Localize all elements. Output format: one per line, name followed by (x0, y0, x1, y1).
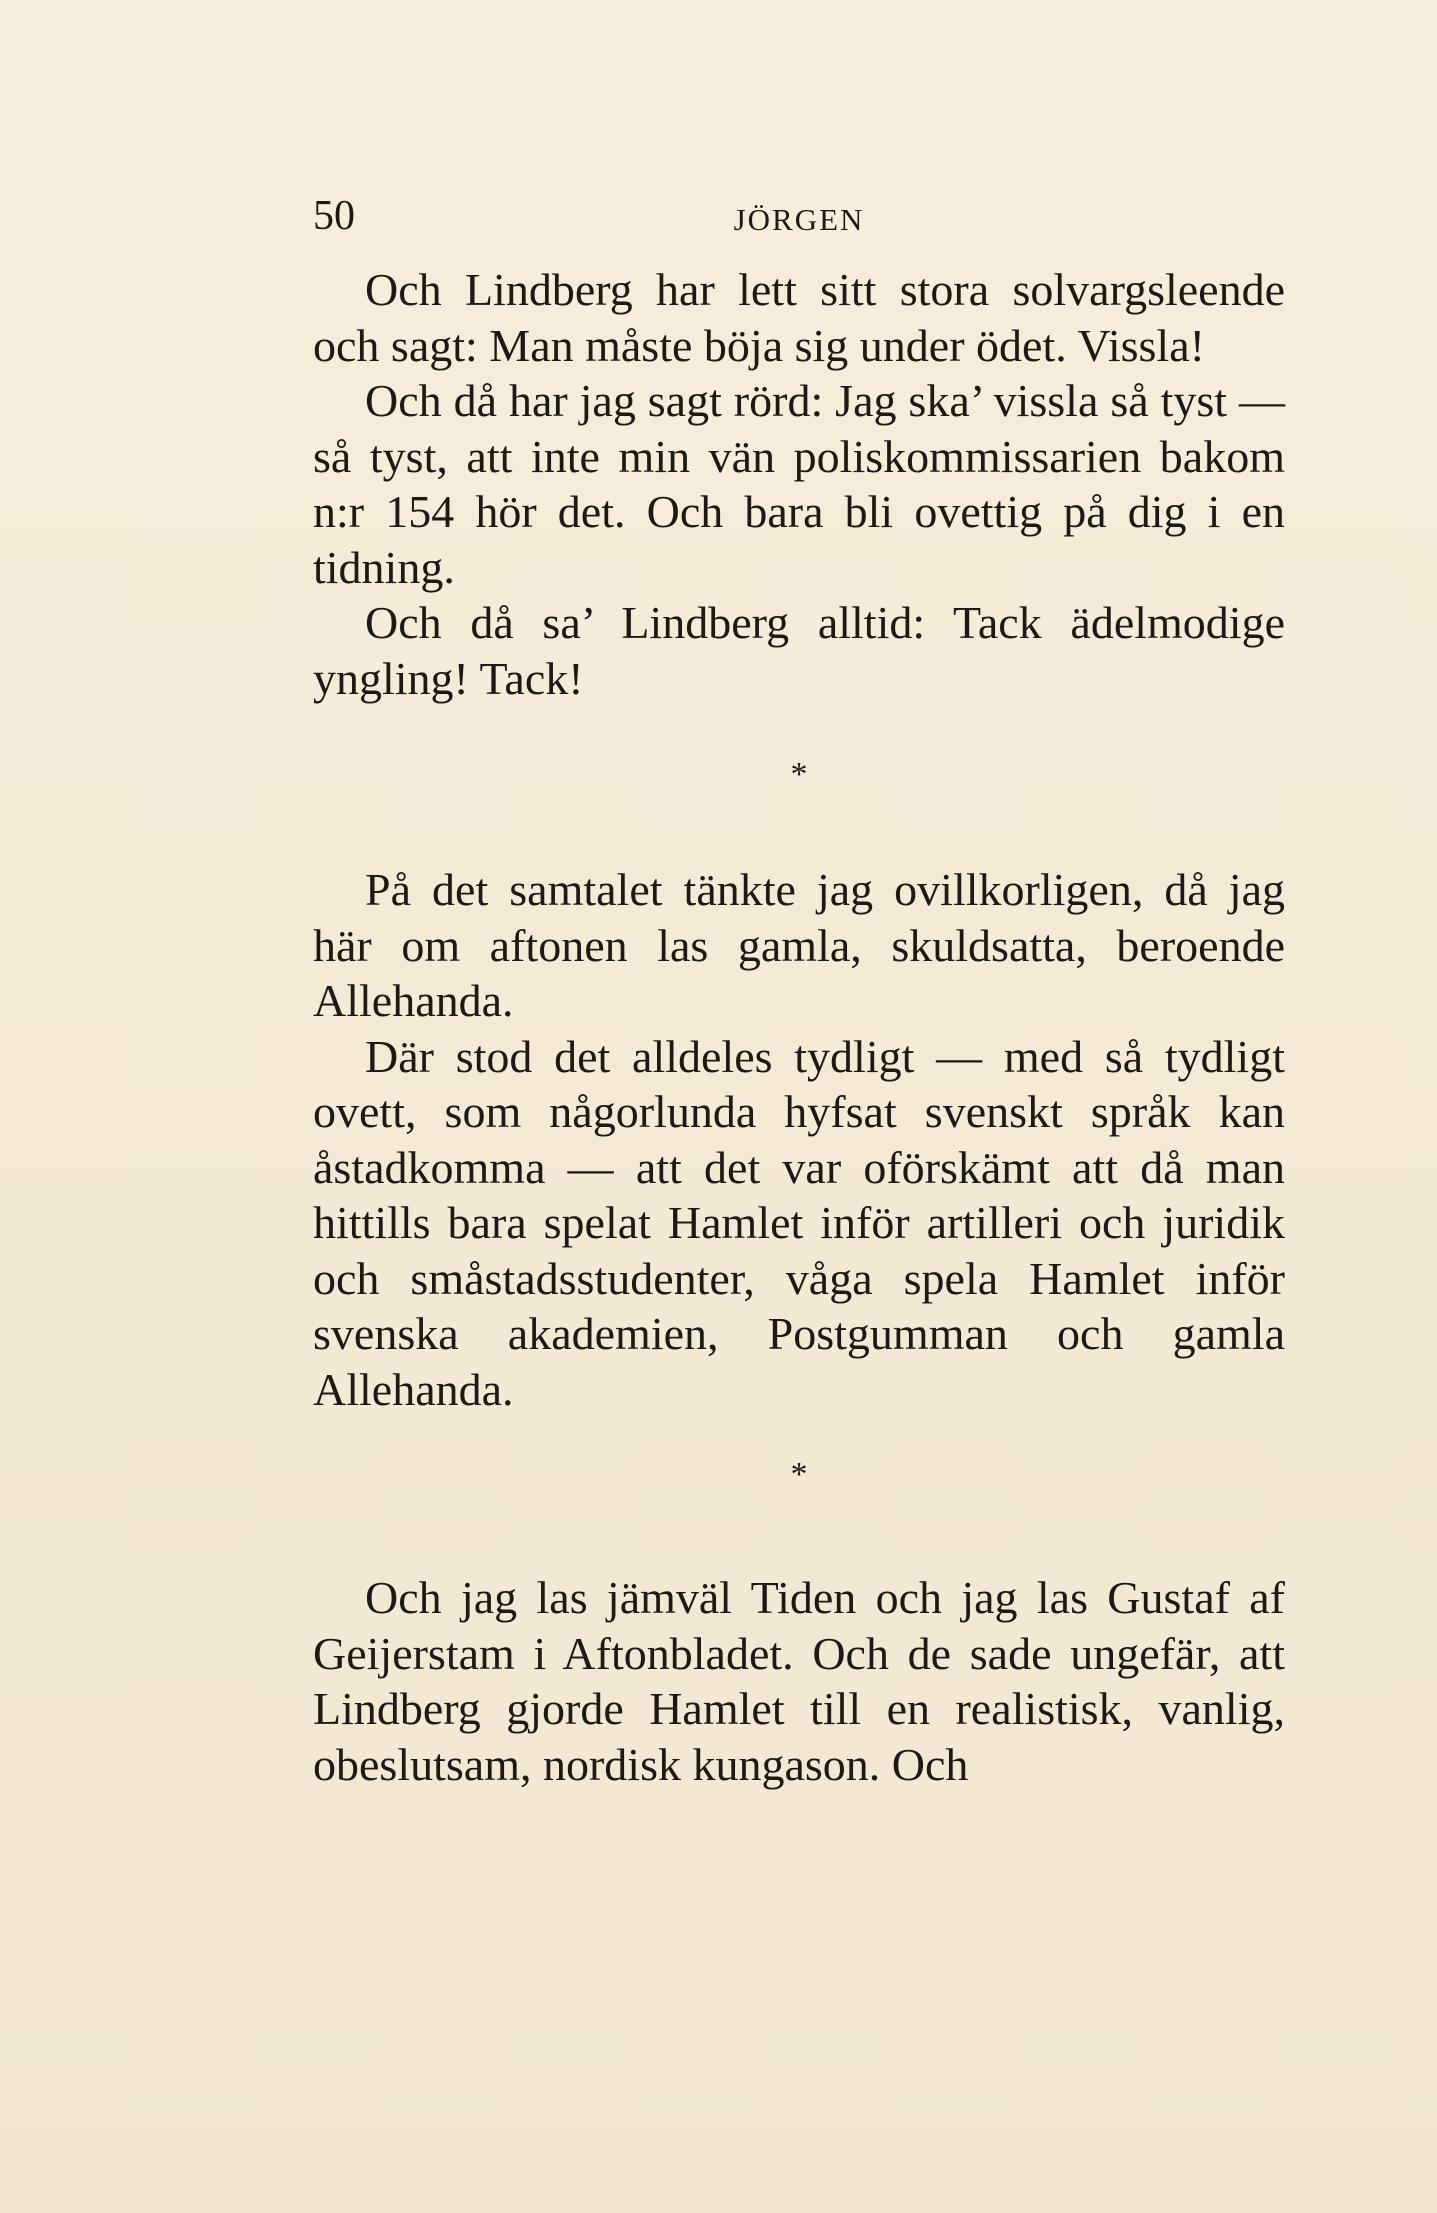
page-header (313, 188, 1285, 244)
paragraph: Och Lindberg har lett sitt stora solvargsleende och sagt: Man måste böja sig under ödet. Vissla! (313, 264, 1285, 371)
section-break-asterism: * (790, 756, 808, 793)
section-break-asterism: * (790, 1456, 808, 1493)
page-number: 50 (313, 193, 355, 239)
text-section-2 (313, 862, 1285, 1417)
paragraph: På det samtalet tänkte jag ovillkorligen, då jag här om aftonen las gamla, skuldsatta, beroende Allehanda. (313, 864, 1285, 1026)
text-section-1 (313, 262, 1285, 706)
paragraph: Och då sa’ Lindberg alltid: Tack ädelmodige yngling! Tack! (313, 597, 1285, 704)
paragraph: Och då har jag sagt rörd: Jag ska’ vissla så tyst — så tyst, att inte min vän poliskommissarien bakom n:r 154 hör det. Och bara bli ovettig på dig i en tidning. (313, 375, 1285, 593)
text-section-3 (313, 1570, 1285, 1792)
paragraph: Och jag las jämväl Tiden och jag las Gustaf af Geijerstam i Aftonbladet. Och de sade ungefär, att Lindberg gjorde Hamlet till en realistisk, vanlig, obeslutsam, nordisk kungason. Och (313, 1572, 1285, 1790)
paragraph: Där stod det alldeles tydligt — med så tydligt ovett, som någorlunda hyfsat svenskt språk kan åstadkomma — att det var oförskämt att då man hittills bara spelat Hamlet inför artilleri och juridik och småstadsstudenter, våga spela Hamlet inför svenska akademien, Postgumman och gamla Allehanda. (313, 1030, 1285, 1415)
running-head: JÖRGEN (733, 202, 865, 237)
